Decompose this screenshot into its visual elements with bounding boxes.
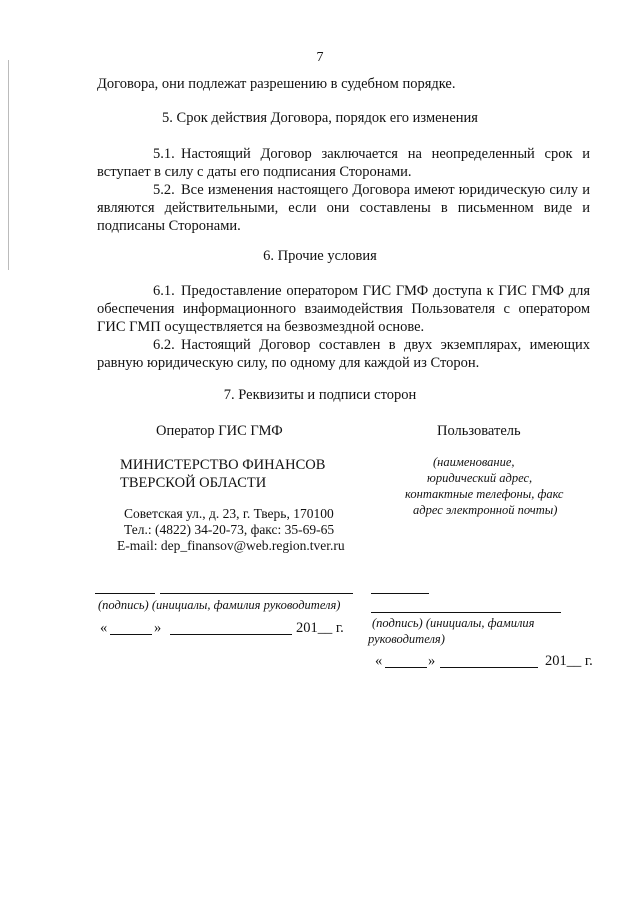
section6-paragraph-2 [97,336,590,372]
user-date-close-quote: » [428,653,436,669]
operator-signature-caption: (подпись) (инициалы, фамилия руководителя) [98,598,341,612]
user-name-line [371,612,561,613]
section5-p2-number: 5.2. [153,182,175,198]
operator-org-line-2: ТВЕРСКОЙ ОБЛАСТИ [120,475,267,491]
scan-margin-mark [8,60,9,270]
intro-line: Договора, они подлежат разрешению в судебном порядке. [97,76,456,92]
operator-email: E-mail: dep_finansov@web.region.tver.ru [117,538,345,553]
section6-heading: 6. Прочие условия [263,248,377,264]
operator-title: Оператор ГИС ГМФ [156,423,283,439]
operator-org-line-1: МИНИСТЕРСТВО ФИНАНСОВ [120,457,326,473]
section5-p1-text: Настоящий Договор заключается на неопределенный срок и вступает в силу с даты его подписания Сторонами. [97,146,590,180]
user-signature-line [371,593,429,594]
user-date-open-quote: « [375,653,383,669]
section6-p1-text: Предоставление оператором ГИС ГМФ доступа к ГИС ГМФ для обеспечения информационного взаимодействия Пользователя с оператором ГИС ГМП осуществляется на безвозмездной основе. [97,283,590,335]
user-hint-line-4: адрес электронной почты) [413,503,558,517]
section5-paragraph-2 [97,181,590,235]
section6-p2-text: Настоящий Договор составлен в двух экземплярах, имеющих равную юридическую силу, по одному для каждой из Сторон. [97,337,590,371]
section6-p2-number: 6.2. [153,337,175,353]
user-month-line [440,667,538,668]
section5-paragraph-1 [97,145,590,181]
section5-p2-text: Все изменения настоящего Договора имеют юридическую силу и являются действительными, если они составлены в письменном виде и подписаны Сторонами. [97,182,590,234]
user-hint-line-2: юридический адрес, [427,471,533,485]
page-number: 7 [316,50,324,65]
section6-paragraph-1 [97,282,590,336]
operator-date-year: 201__ г. [296,620,344,636]
section5-heading: 5. Срок действия Договора, порядок его изменения [162,110,478,126]
operator-date-open-quote: « [100,620,108,636]
operator-date-close-quote: » [154,620,162,636]
operator-phone: Тел.: (4822) 34-20-73, факс: 35-69-65 [124,522,335,537]
section7-heading: 7. Реквизиты и подписи сторон [223,387,417,403]
user-day-line [385,667,427,668]
operator-signature-line [95,593,155,594]
user-date-year: 201__ г. [545,653,593,669]
operator-month-line [170,634,292,635]
section5-p1-number: 5.1. [153,146,175,162]
user-hint-line-3: контактные телефоны, факс [405,487,564,501]
user-signature-caption-line-1: (подпись) (инициалы, фамилия [372,616,535,630]
section6-p1-number: 6.1. [153,283,175,299]
operator-day-line [110,634,152,635]
user-signature-caption-line-2: руководителя) [368,632,445,646]
user-hint-line-1: (наименование, [433,455,515,469]
operator-name-line [160,593,353,594]
user-title: Пользователь [437,423,521,439]
operator-address: Советская ул., д. 23, г. Тверь, 170100 [124,506,334,521]
